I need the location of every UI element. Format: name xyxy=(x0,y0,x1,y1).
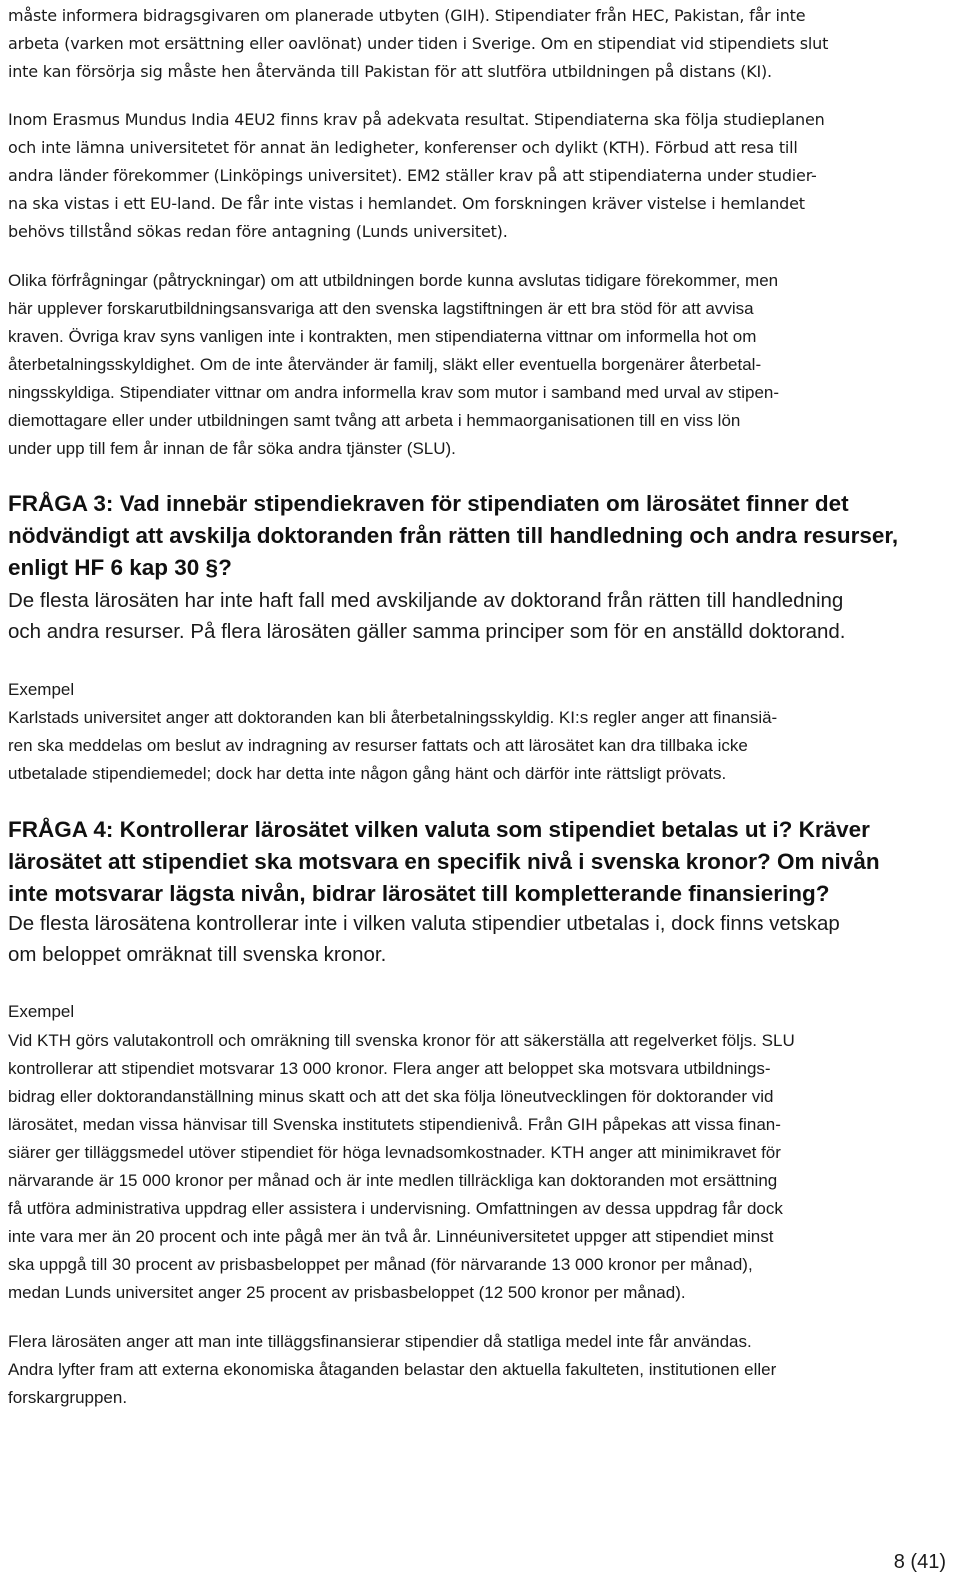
text-line: ningsskyldiga. Stipendiater vittnar om andra informella krav som mutor i samband med urval av stipen- xyxy=(8,383,780,402)
heading-line: nödvändigt att avskilja doktoranden från rätten till handledning och andra resurser, xyxy=(8,523,899,548)
text-line: siärer ger tilläggsmedel utöver stipendiet för höga levnadsomkostnader. KTH anger att minimikravet för xyxy=(8,1143,781,1162)
question-3-answer xyxy=(8,585,953,647)
heading-line: lärosätet att stipendiet ska motsvara en specifik nivå i svenska kronor? Om nivån xyxy=(8,849,880,874)
text-line: behövs tillstånd sökas redan före antagning (Lunds universitet). xyxy=(8,222,508,241)
question-4-closing xyxy=(8,1328,953,1412)
text-line: De flesta lärosäten har inte haft fall med avskiljande av doktorand från rätten till handledning xyxy=(8,589,844,612)
text-line: kraven. Övriga krav syns vanligen inte i kontrakten, men stipendiaterna vittnar om informella hot om xyxy=(8,327,757,346)
text-line: och inte lämna universitetet för annat än ledigheter, konferenser och dylikt (KTH). Förbud att resa till xyxy=(8,138,798,157)
paragraph-intro xyxy=(8,2,953,86)
text-line: måste informera bidragsgivaren om planerade utbyten (GIH). Stipendiater från HEC, Pakistan, får inte xyxy=(8,6,806,25)
text-line: inte vara mer än 20 procent och inte pågå mer än två år. Linnéuniversitetet uppger att stipendiet minst xyxy=(8,1227,774,1246)
text-line: om beloppet omräknat till svenska kronor. xyxy=(8,943,387,966)
text-line: lärosätet, medan vissa hänvisar till Svenska institutets stipendienivå. Från GIH påpekas att vissa finan- xyxy=(8,1115,781,1134)
text-line: under upp till fem år innan de får söka andra tjänster (SLU). xyxy=(8,439,456,458)
question-3-example xyxy=(8,704,953,788)
text-line: ren ska meddelas om beslut av indragning av resurser fattats och att lärosätet kan dra tillbaka icke xyxy=(8,736,748,755)
text-line: ska uppgå till 30 procent av prisbasbeloppet per månad (för närvarande 13 000 kronor per månad), xyxy=(8,1255,753,1274)
text-line: närvarande är 15 000 kronor per månad och är inte medlen tillräckliga kan doktoranden mot ersättning xyxy=(8,1171,778,1190)
text-line: utbetalade stipendiemedel; dock har detta inte någon gång hänt och därför inte rättsligt prövats. xyxy=(8,764,727,783)
text-line: De flesta lärosätena kontrollerar inte i vilken valuta stipendier utbetalas i, dock finns vetskap xyxy=(8,912,840,935)
text-line: Andra lyfter fram att externa ekonomiska åtaganden belastar den aktuella fakulteten, institutionen eller xyxy=(8,1360,777,1379)
text-line: få utföra administrativa uppdrag eller assistera i undervisning. Omfattningen av dessa uppdrag får dock xyxy=(8,1199,783,1218)
text-line: andra länder förekommer (Linköpings universitet). EM2 ställer krav på att stipendiaterna under studier- xyxy=(8,166,817,185)
text-line: Flera lärosäten anger att man inte tilläggsfinansierar stipendier då statliga medel inte får användas. xyxy=(8,1332,752,1351)
text-line: forskargruppen. xyxy=(8,1388,128,1407)
text-line: här upplever forskarutbildningsansvariga att den svenska lagstiftningen är ett bra stöd för att avvisa xyxy=(8,299,754,318)
question-4-answer xyxy=(8,908,953,970)
text-line: medan Lunds universitet anger 25 procent av prisbasbeloppet (12 500 kronor per månad). xyxy=(8,1283,686,1302)
question-4-heading xyxy=(8,814,953,910)
page-number: 8 (41) xyxy=(893,1551,946,1573)
paragraph-erasmus xyxy=(8,106,953,246)
text-line: inte kan försörja sig måste hen återvända till Pakistan för att slutföra utbildningen på distans (KI). xyxy=(8,62,772,81)
question-3-heading xyxy=(8,488,953,584)
text-line: Karlstads universitet anger att doktoranden kan bli återbetalningsskyldig. KI:s regler anger att finansiä- xyxy=(8,708,778,727)
text-line: Vid KTH görs valutakontroll och omräkning till svenska kronor för att säkerställa att regelverket följs. SLU xyxy=(8,1031,795,1050)
heading-line: FRÅGA 4: Kontrollerar lärosätet vilken valuta som stipendiet betalas ut i? Kräver xyxy=(8,817,870,842)
text-line: Inom Erasmus Mundus India 4EU2 finns krav på adekvata resultat. Stipendiaterna ska följa studieplanen xyxy=(8,110,825,129)
text-line: återbetalningsskyldighet. Om de inte återvänder är familj, släkt eller eventuella borgenärer återbetal- xyxy=(8,355,762,374)
text-line: arbeta (varken mot ersättning eller oavlönat) under tiden i Sverige. Om en stipendiat vid stipendiets slut xyxy=(8,34,829,53)
heading-line: enligt HF 6 kap 30 §? xyxy=(8,555,232,580)
text-line: Olika förfrågningar (påtryckningar) om att utbildningen borde kunna avslutas tidigare förekommer, men xyxy=(8,271,779,290)
paragraph-olika xyxy=(8,267,953,463)
text-line: och andra resurser. På flera lärosäten gäller samma principer som för en anställd doktorand. xyxy=(8,620,846,643)
text-line: diemottagare eller under utbildningen samt tvång att arbeta i hemmaorganisationen till en viss lön xyxy=(8,411,741,430)
text-line: bidrag eller doktorandanställning minus skatt och att det ska följa löneutvecklingen för doktorander vid xyxy=(8,1087,774,1106)
heading-line: inte motsvarar lägsta nivån, bidrar lärosätet till kompletterande finansiering? xyxy=(8,881,830,906)
text-line: kontrollerar att stipendiet motsvarar 13 000 kronor. Flera anger att beloppet ska motsvara utbildnings- xyxy=(8,1059,771,1078)
heading-line: FRÅGA 3: Vad innebär stipendiekraven för stipendiaten om lärosätet finner det xyxy=(8,491,849,516)
text-line: na ska vistas i ett EU-land. De får inte vistas i hemlandet. Om forskningen kräver vistelse i hemlandet xyxy=(8,194,805,213)
question-4-example xyxy=(8,1027,953,1307)
example-label: Exempel xyxy=(8,680,75,699)
example-label: Exempel xyxy=(8,1002,75,1021)
